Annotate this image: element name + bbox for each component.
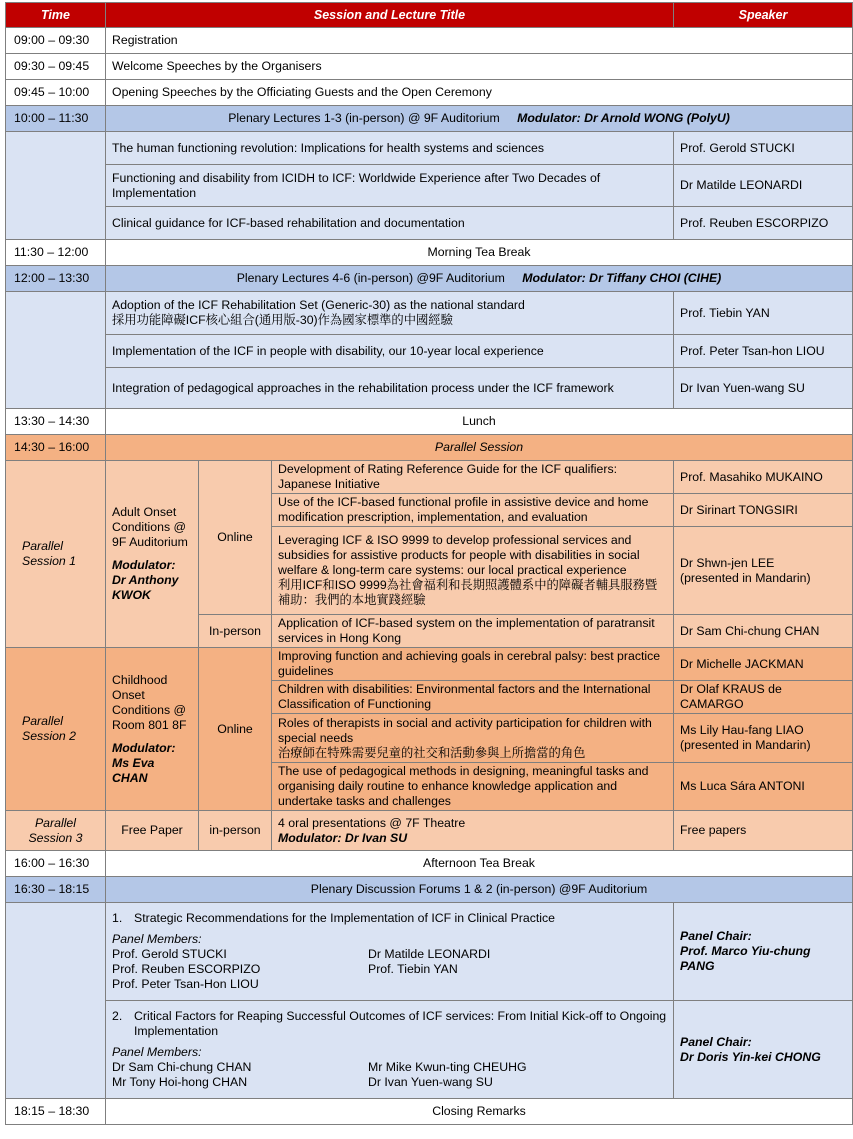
time-cell: 13:30 – 14:30 <box>6 409 106 435</box>
mode-cell: in-person <box>199 811 272 851</box>
programme-table <box>5 2 853 1125</box>
lecture-title: Functioning and disability from ICIDH to ICF: Worldwide Experience after Two Decades of Implementation <box>106 165 674 207</box>
topic-text: Childhood Onset Conditions @ Room 801 8F <box>112 672 187 732</box>
panel-chair-name: Dr Doris Yin-kei CHONG <box>680 1049 821 1064</box>
lecture-title: Implementation of the ICF in people with disability, our 10-year local experience <box>106 335 674 368</box>
speaker-cell: Dr Sirinart TONGSIRI <box>674 494 853 527</box>
speaker-cell: Prof. Reuben ESCORPIZO <box>674 207 853 240</box>
talk-title: Children with disabilities: Environmental factors and the International Classification of Functioning <box>272 681 674 714</box>
title-header: Session and Lecture Title <box>106 3 674 28</box>
panel-members-label: Panel Members: <box>112 932 202 946</box>
session-label-line: Session 3 <box>28 830 83 845</box>
plenary-title <box>106 266 853 292</box>
plenary-title-text: Plenary Lectures 1-3 (in-person) @ 9F Auditorium <box>228 111 500 125</box>
panel-member: Mr Mike Kwun-ting CHEUHG <box>368 1060 527 1074</box>
modulator: Modulator: Dr Anthony KWOK <box>112 558 179 602</box>
forum-topic <box>112 911 667 926</box>
lecture-title: Clinical guidance for ICF-based rehabilitation and documentation <box>106 207 674 240</box>
session-title: Welcome Speeches by the Organisers <box>106 54 853 80</box>
time-header: Time <box>6 3 106 28</box>
talk-row <box>6 648 853 681</box>
talk-row <box>6 461 853 494</box>
parallel-title: Parallel Session <box>106 435 853 461</box>
time-cell: 16:30 – 18:15 <box>6 877 106 903</box>
table-row <box>6 851 853 877</box>
plenary-header-row <box>6 266 853 292</box>
time-cell-empty <box>6 903 106 1099</box>
header-row <box>6 3 853 28</box>
session-label-line: Parallel <box>34 815 76 830</box>
talk-title <box>272 714 674 763</box>
speaker-name: Ms Lily Hau-fang LIAO <box>680 723 804 737</box>
session-label <box>6 648 106 811</box>
time-cell-empty <box>6 132 106 240</box>
time-cell: 18:15 – 18:30 <box>6 1099 106 1125</box>
break-title: Lunch <box>106 409 853 435</box>
modulator: Modulator: Dr Tiffany CHOI (CIHE) <box>522 271 722 285</box>
talk-title: Improving function and achieving goals in cerebral palsy: best practice guidelines <box>272 648 674 681</box>
speaker-cell: Prof. Gerold STUCKI <box>674 132 853 165</box>
talk-title-en: Roles of therapists in social and activity participation for children with special needs <box>278 715 652 745</box>
session-topic <box>106 461 199 648</box>
speaker-cell: Dr Sam Chi-chung CHAN <box>674 615 853 648</box>
panel-members <box>112 1060 667 1090</box>
session-label <box>6 811 106 851</box>
time-cell: 11:30 – 12:00 <box>6 240 106 266</box>
speaker-note: (presented in Mandarin) <box>680 570 811 585</box>
talk-row <box>6 811 853 851</box>
talk-title: Use of the ICF-based functional profile in assistive device and home modification prescription, implementation, and evaluation <box>272 494 674 527</box>
time-cell: 12:00 – 13:30 <box>6 266 106 292</box>
table-row <box>6 409 853 435</box>
time-cell: 09:30 – 09:45 <box>6 54 106 80</box>
lecture-title <box>106 292 674 335</box>
speaker-cell <box>674 527 853 615</box>
talk-title-en: Leveraging ICF & ISO 9999 to develop professional services and subsidies for assistive products for people with disabilities in social welfare & long-term care systems: our local practical experience <box>278 533 640 577</box>
panel-member: Dr Matilde LEONARDI <box>368 947 491 961</box>
session-topic: Free Paper <box>106 811 199 851</box>
table-row <box>6 240 853 266</box>
panel-member: Dr Ivan Yuen-wang SU <box>368 1075 493 1089</box>
session-title: Opening Speeches by the Officiating Guests and the Open Ceremony <box>106 80 853 106</box>
speaker-cell: Prof. Peter Tsan-hon LIOU <box>674 335 853 368</box>
session-label-line: Parallel <box>22 714 64 728</box>
topic-text: Adult Onset Conditions @ 9F Auditorium <box>112 505 188 549</box>
panel-chair-label: Panel Chair: <box>680 1034 752 1049</box>
plenary-title <box>106 106 853 132</box>
speaker-cell: Dr Matilde LEONARDI <box>674 165 853 207</box>
parallel-header-row <box>6 435 853 461</box>
session-label <box>6 461 106 648</box>
talk-title-zh: 治療師在特殊需要兒童的社交和活動參與上所擔當的角色 <box>278 745 586 760</box>
mode-cell: In-person <box>199 615 272 648</box>
forum-number: 1. <box>112 911 123 925</box>
mode-cell: Online <box>199 461 272 615</box>
talk-title-zh: 利用ICF和ISO 9999為社會福利和長期照護體系中的障礙者輔具服務暨補助：我們的本地實踐經驗 <box>278 578 658 607</box>
lecture-title-en: Adoption of the ICF Rehabilitation Set (Generic-30) as the national standard <box>112 298 525 312</box>
forum-topic-text: Critical Factors for Reaping Successful Outcomes of ICF services: From Initial Kick-off to Ongoing Implementation <box>134 1009 667 1038</box>
panel-member: Prof. Tiebin YAN <box>368 962 458 976</box>
plenary-title-text: Plenary Lectures 4-6 (in-person) @9F Auditorium <box>236 271 505 285</box>
panel-members <box>112 947 667 992</box>
speaker-note: (presented in Mandarin) <box>680 738 811 752</box>
talk-title: Development of Rating Reference Guide for the ICF qualifiers: Japanese Initiative <box>272 461 674 494</box>
lecture-row <box>6 165 853 207</box>
panel-member: Prof. Peter Tsan-Hon LIOU <box>112 977 259 991</box>
time-cell: 09:45 – 10:00 <box>6 80 106 106</box>
break-title: Afternoon Tea Break <box>106 851 853 877</box>
panel-member: Dr Sam Chi-chung CHAN <box>112 1060 252 1074</box>
panel-member: Prof. Reuben ESCORPIZO <box>112 962 261 976</box>
talk-title-text: 4 oral presentations @ 7F Theatre <box>278 815 466 830</box>
modulator: Modulator: Dr Ivan SU <box>278 830 408 845</box>
panel-chair <box>674 903 853 1001</box>
session-label-line: Session 1 <box>22 554 77 568</box>
speaker-cell: Dr Michelle JACKMAN <box>674 648 853 681</box>
lecture-row <box>6 292 853 335</box>
talk-title: The use of pedagogical methods in designing, meaningful tasks and organising daily routine to enhance knowledge application and undertake tasks and challenges <box>272 763 674 811</box>
forum-detail <box>106 1001 674 1099</box>
time-cell: 16:00 – 16:30 <box>6 851 106 877</box>
forum-row <box>6 903 853 1001</box>
modulator: Modulator: Dr Arnold WONG (PolyU) <box>517 111 730 125</box>
forum-row <box>6 1001 853 1099</box>
lecture-row <box>6 335 853 368</box>
table-row <box>6 54 853 80</box>
session-label-line: Parallel <box>22 539 64 553</box>
speaker-cell: Ms Luca Sára ANTONI <box>674 763 853 811</box>
lecture-title: The human functioning revolution: Implications for health systems and sciences <box>106 132 674 165</box>
table-row <box>6 1099 853 1125</box>
panel-chair <box>674 1001 853 1099</box>
panel-member: Mr Tony Hoi-hong CHAN <box>112 1075 248 1089</box>
speaker-cell: Free papers <box>674 811 853 851</box>
speaker-cell: Dr Ivan Yuen-wang SU <box>674 368 853 409</box>
panel-chair-label: Panel Chair: <box>680 929 752 943</box>
speaker-cell: Prof. Masahiko MUKAINO <box>674 461 853 494</box>
break-title: Morning Tea Break <box>106 240 853 266</box>
talk-title <box>272 811 674 851</box>
plenary-header-row <box>6 877 853 903</box>
modulator: Modulator: Ms Eva CHAN <box>112 740 176 785</box>
panel-chair-name: Prof. Marco Yiu-chung PANG <box>680 944 811 973</box>
session-topic <box>106 648 199 811</box>
session-title: Registration <box>106 28 853 54</box>
talk-title: Application of ICF-based system on the implementation of paratransit services in Hong Kong <box>272 615 674 648</box>
speaker-cell: Dr Olaf KRAUS de CAMARGO <box>674 681 853 714</box>
table-row <box>6 28 853 54</box>
time-cell-empty <box>6 292 106 409</box>
forum-title: Plenary Discussion Forums 1 & 2 (in-person) @9F Auditorium <box>106 877 853 903</box>
mode-cell: Online <box>199 648 272 811</box>
speaker-cell <box>674 714 853 763</box>
forum-topic <box>112 1009 667 1039</box>
time-cell: 09:00 – 09:30 <box>6 28 106 54</box>
session-label-line: Session 2 <box>22 729 77 743</box>
speaker-name: Dr Shwn-jen LEE <box>680 555 775 570</box>
speaker-cell: Prof. Tiebin YAN <box>674 292 853 335</box>
speaker-header: Speaker <box>674 3 853 28</box>
panel-member: Prof. Gerold STUCKI <box>112 947 227 961</box>
closing-title: Closing Remarks <box>106 1099 853 1125</box>
lecture-title-zh: 採用功能障礙ICF核心組合(通用版-30)作為國家標準的中國經驗 <box>112 313 453 327</box>
time-cell: 14:30 – 16:00 <box>6 435 106 461</box>
panel-members-label: Panel Members: <box>112 1045 202 1059</box>
lecture-row <box>6 207 853 240</box>
forum-topic-text: Strategic Recommendations for the Implementation of ICF in Clinical Practice <box>134 911 556 925</box>
forum-number: 2. <box>112 1009 123 1023</box>
table-row <box>6 80 853 106</box>
lecture-row <box>6 368 853 409</box>
time-cell: 10:00 – 11:30 <box>6 106 106 132</box>
forum-detail <box>106 903 674 1001</box>
talk-title <box>272 527 674 615</box>
lecture-row <box>6 132 853 165</box>
lecture-title: Integration of pedagogical approaches in the rehabilitation process under the ICF framework <box>106 368 674 409</box>
plenary-header-row <box>6 106 853 132</box>
